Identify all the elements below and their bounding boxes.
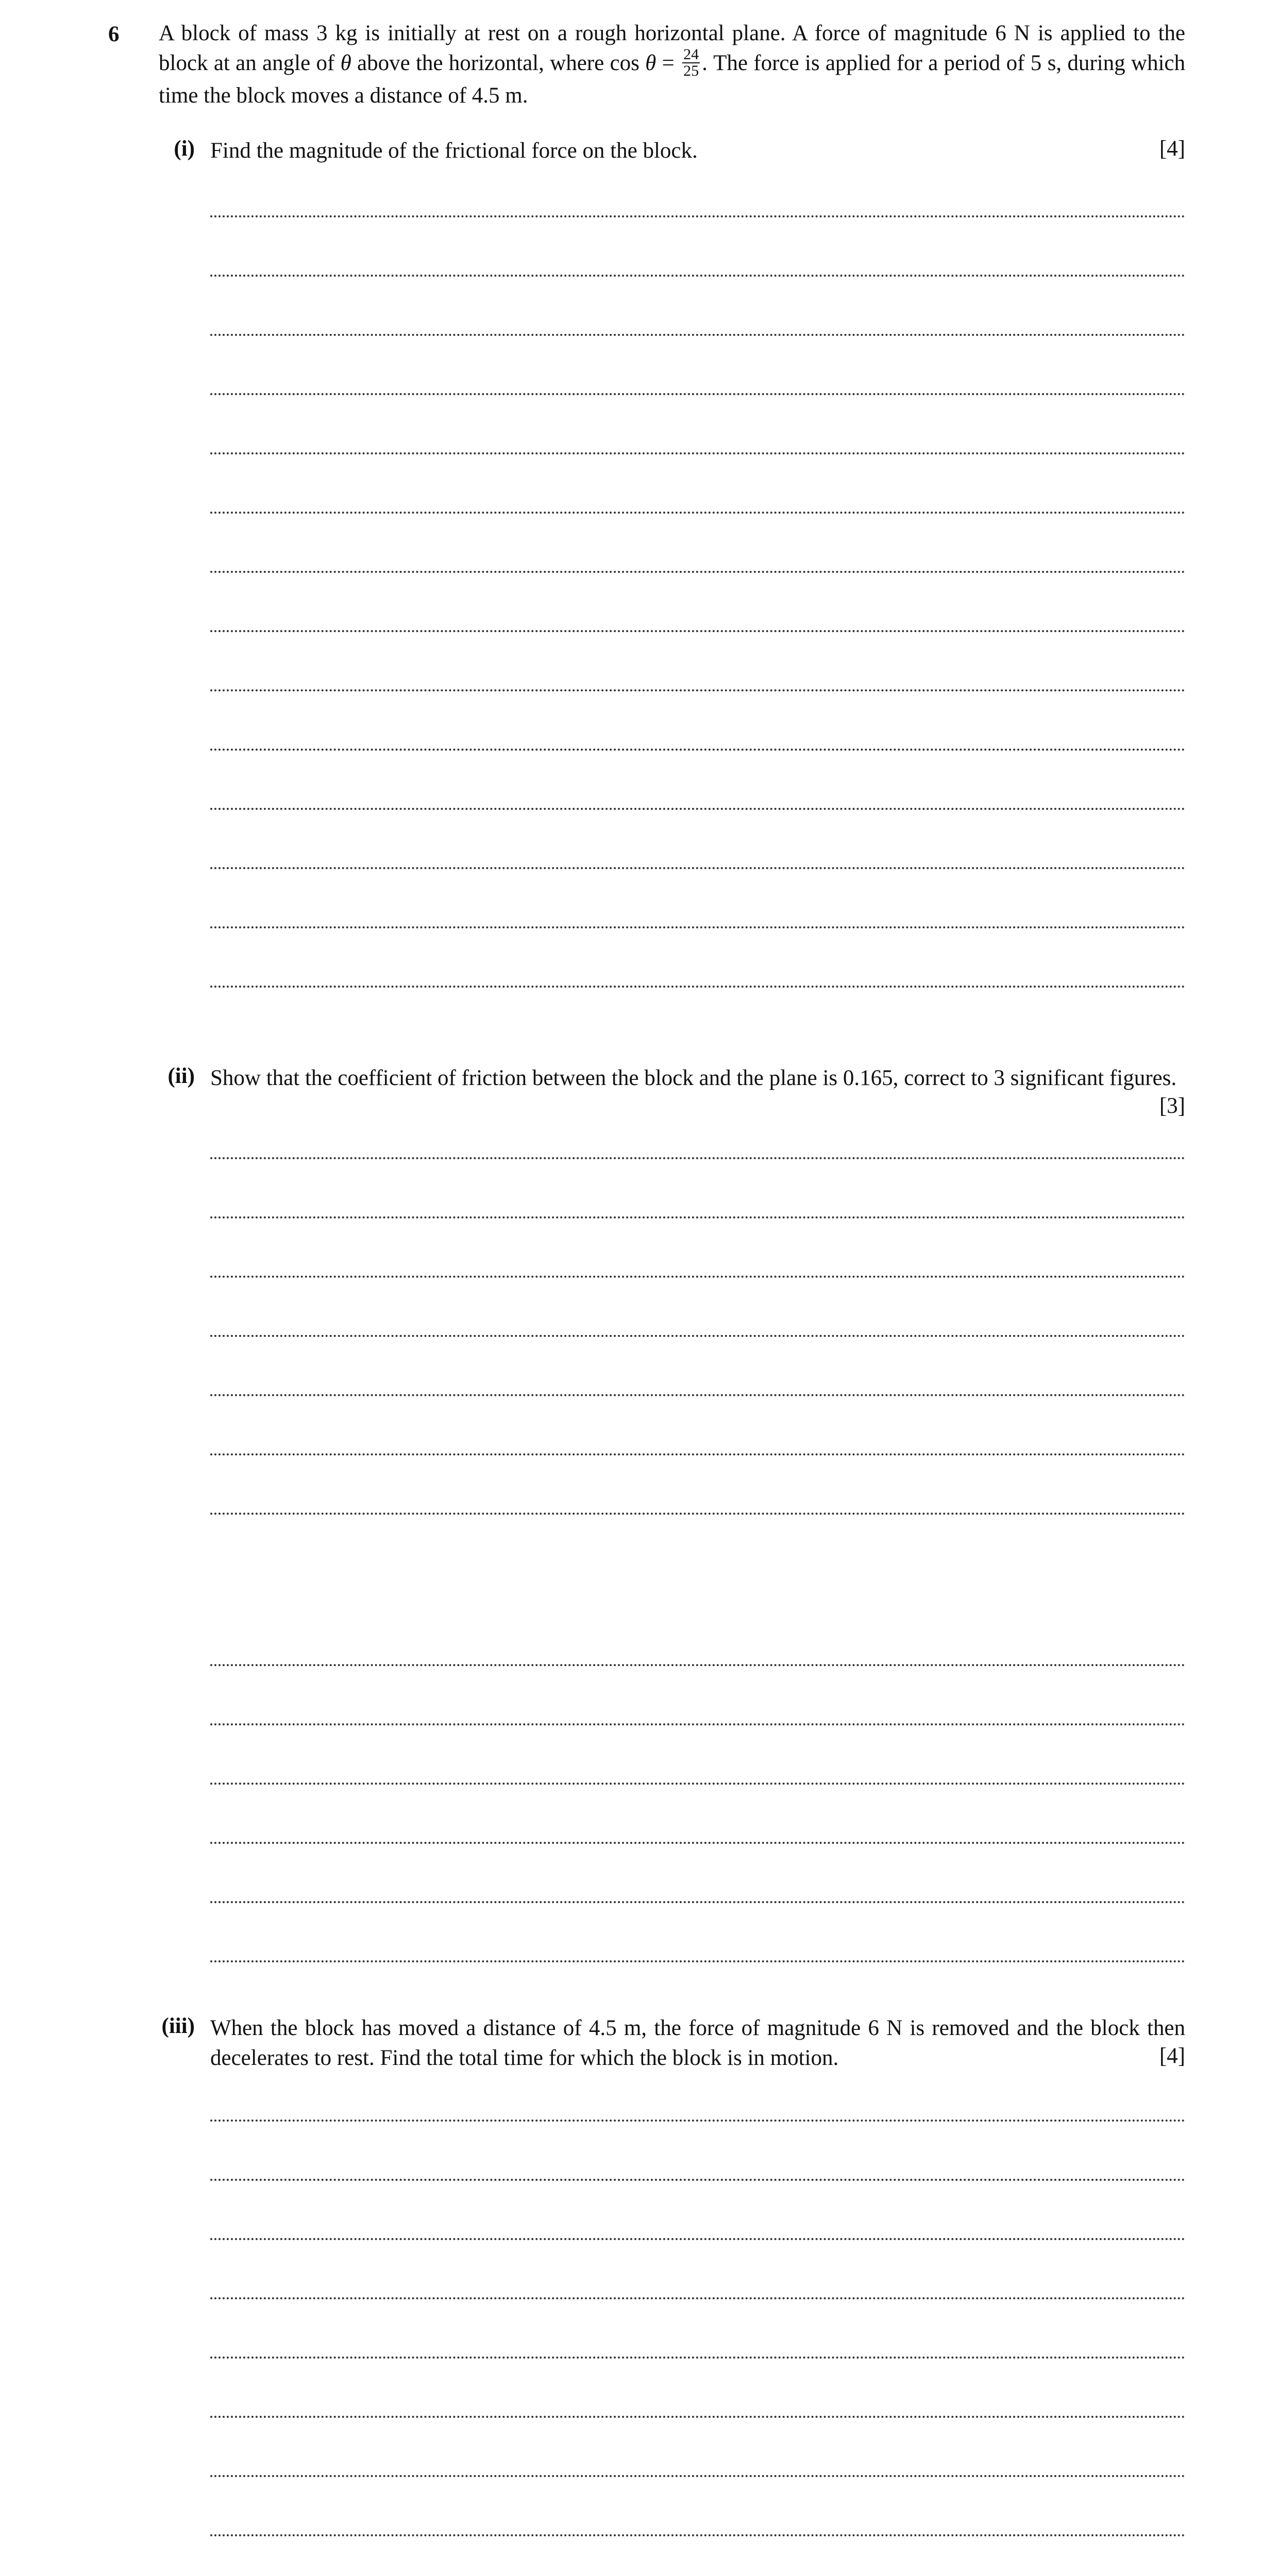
answer-line[interactable] [210,2238,1185,2240]
answer-line[interactable] [210,867,1185,869]
answer-line[interactable] [210,986,1185,988]
answer-line[interactable] [210,2357,1185,2359]
part-i-text: Find the magnitude of the frictional force on the block. [210,139,698,163]
answer-line[interactable] [210,571,1185,573]
answer-line[interactable] [210,1664,1185,1666]
part-iii-marks: [4] [1159,2044,1185,2068]
answer-line[interactable] [210,2416,1185,2418]
answer-line[interactable] [210,1157,1185,1159]
part-i-marks: [4] [1159,137,1185,161]
answer-line[interactable] [210,2120,1185,2122]
answer-line[interactable] [210,630,1185,632]
answer-line[interactable] [210,334,1185,336]
answer-line[interactable] [210,2297,1185,2299]
answer-line[interactable] [210,215,1185,217]
theta-symbol: θ [645,51,657,75]
answer-line[interactable] [210,1216,1185,1218]
part-iii-text: When the block has moved a distance of 4.5 m, the force of magnitude 6 N is removed and the block then decelerates to rest. Find the total time for which the block is in motion. [210,2016,1185,2070]
part-iii-label: (iii) [161,2014,195,2038]
answer-line[interactable] [210,512,1185,514]
stem-equals: = [656,51,681,75]
answer-line[interactable] [210,689,1185,691]
answer-line[interactable] [210,1335,1185,1337]
part-ii-marks: [3] [1159,1094,1185,1118]
answer-line[interactable] [210,275,1185,277]
fraction-numerator: 24 [683,46,699,63]
answer-line[interactable] [210,926,1185,928]
answer-line[interactable] [210,1453,1185,1455]
part-ii-text: Show that the coefficient of friction between the block and the plane is 0.165, correct to 3 significant figures. [210,1066,1177,1090]
theta-symbol: θ [340,51,351,75]
answer-line[interactable] [210,1901,1185,1903]
stem-text-3: . The force is applied for a period of 5 s, during which time the block moves a distance of 4.5 m. [159,51,1185,108]
stem-text-2: above the horizontal, where cos [351,51,646,75]
answer-line[interactable] [210,2179,1185,2181]
answer-line[interactable] [210,1842,1185,1844]
part-ii-label: (ii) [167,1064,195,1088]
part-i-label: (i) [174,137,195,161]
answer-line[interactable] [210,1723,1185,1725]
answer-line[interactable] [210,2475,1185,2477]
answer-line[interactable] [210,1783,1185,1785]
answer-line[interactable] [210,808,1185,810]
answer-line[interactable] [210,1276,1185,1278]
stem-text-1: A block of mass 3 kg is initially at rest on a rough horizontal plane. A force of magnitude 6 N is applied to the block at an angle of [159,21,1185,75]
answer-line[interactable] [210,2534,1185,2536]
question-stem [159,19,1185,111]
answer-line[interactable] [210,452,1185,454]
cos-fraction [682,47,700,79]
fraction-denominator: 25 [683,62,699,80]
answer-line[interactable] [210,393,1185,395]
answer-line[interactable] [210,1960,1185,1962]
question-number: 6 [108,22,120,46]
answer-line[interactable] [210,1394,1185,1396]
answer-line[interactable] [210,749,1185,751]
answer-line[interactable] [210,1513,1185,1515]
